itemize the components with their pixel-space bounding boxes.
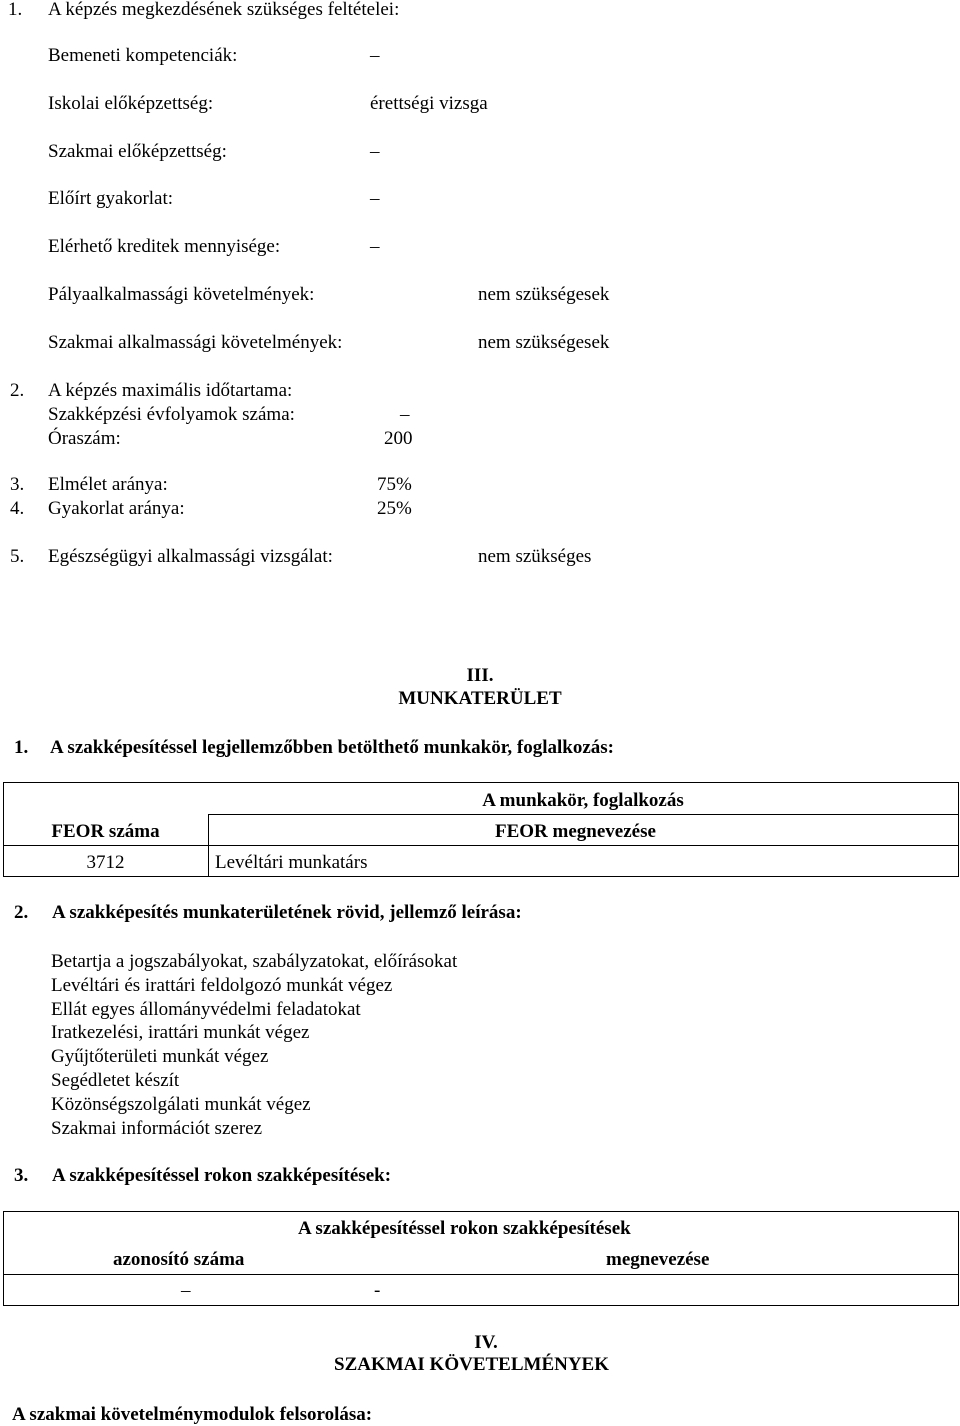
feor-code-cell: 3712: [86, 852, 125, 873]
section-1-title: A képzés megkezdésének szükséges feltételei:: [48, 0, 400, 20]
item-2-number: 2.: [14, 902, 29, 923]
section-1-number: 1.: [8, 0, 23, 20]
item-3-title: A szakképesítéssel rokon szakképesítések:: [52, 1165, 392, 1186]
entry-label: Előírt gyakorlat:: [48, 188, 174, 209]
item-2-title: A szakképesítés munkaterületének rövid, jellemző leírása:: [52, 902, 522, 923]
list-item: Iratkezelési, irattári munkát végez: [51, 1022, 310, 1043]
hours-label: Óraszám:: [48, 428, 121, 449]
occupation-group-header: A munkakör, foglalkozás: [482, 790, 684, 811]
section-2-title: A képzés maximális időtartama:: [48, 380, 293, 401]
entry-label: Bemeneti kompetenciák:: [48, 45, 238, 66]
entry-value: –: [370, 188, 380, 209]
list-item: Gyűjtőterületi munkát végez: [51, 1046, 269, 1067]
related-id-cell: –: [181, 1280, 191, 1301]
entry-value: érettségi vizsga: [370, 93, 488, 114]
theory-ratio-label: Elmélet aránya:: [48, 474, 168, 495]
list-item: Levéltári és irattári feldolgozó munkát végez: [51, 975, 393, 996]
list-item: Közönségszolgálati munkát végez: [51, 1094, 311, 1115]
chapter-3-title: MUNKATERÜLET: [398, 688, 562, 709]
practice-ratio-label: Gyakorlat aránya:: [48, 498, 185, 519]
theory-ratio-value: 75%: [377, 474, 412, 495]
section-4-number: 4.: [10, 498, 25, 519]
section-2-number: 2.: [10, 380, 25, 401]
list-item: Segédletet készít: [51, 1070, 180, 1091]
entry-value: –: [370, 236, 380, 257]
entry-label: Iskolai előképzettség:: [48, 93, 214, 114]
chapter-4-title: SZAKMAI KÖVETELMÉNYEK: [334, 1354, 610, 1375]
health-check-label: Egészségügyi alkalmassági vizsgálat:: [48, 546, 333, 567]
entry-label: Szakmai előképzettség:: [48, 141, 227, 162]
related-name-header: megnevezése: [606, 1249, 710, 1270]
chapter-4-roman: IV.: [474, 1332, 498, 1353]
years-label: Szakképzési évfolyamok száma:: [48, 404, 295, 425]
list-item: Betartja a jogszabályokat, szabályzatokat, előírásokat: [51, 951, 458, 972]
item-1-number: 1.: [14, 737, 29, 758]
related-name-cell: -: [374, 1280, 381, 1301]
related-id-header: azonosító száma: [113, 1249, 245, 1270]
entry-value: nem szükségesek: [478, 332, 610, 353]
related-group-header: A szakképesítéssel rokon szakképesítések: [298, 1218, 631, 1239]
hours-value: 200: [384, 428, 413, 449]
health-check-value: nem szükséges: [478, 546, 592, 567]
entry-label: Pályaalkalmassági követelmények:: [48, 284, 315, 305]
years-value: –: [400, 404, 410, 425]
item-1-title: A szakképesítéssel legjellemzőbben betölthető munkakör, foglalkozás:: [50, 737, 615, 758]
entry-label: Elérhető kreditek mennyisége:: [48, 236, 281, 257]
feor-name-cell: Levéltári munkatárs: [215, 852, 368, 873]
section-5-number: 5.: [10, 546, 25, 567]
entry-value: nem szükségesek: [478, 284, 610, 305]
chapter-3-roman: III.: [466, 665, 494, 686]
modules-list-label: A szakmai követelménymodulok felsorolása:: [12, 1404, 373, 1425]
entry-value: –: [370, 45, 380, 66]
entry-label: Szakmai alkalmassági követelmények:: [48, 332, 343, 353]
feor-name-header: FEOR megnevezése: [495, 821, 656, 842]
item-3-number: 3.: [14, 1165, 29, 1186]
list-item: Ellát egyes állományvédelmi feladatokat: [51, 999, 361, 1020]
practice-ratio-value: 25%: [377, 498, 412, 519]
list-item: Szakmai információt szerez: [51, 1118, 263, 1139]
feor-code-header: FEOR száma: [51, 821, 160, 842]
entry-value: –: [370, 141, 380, 162]
section-3-number: 3.: [10, 474, 25, 495]
